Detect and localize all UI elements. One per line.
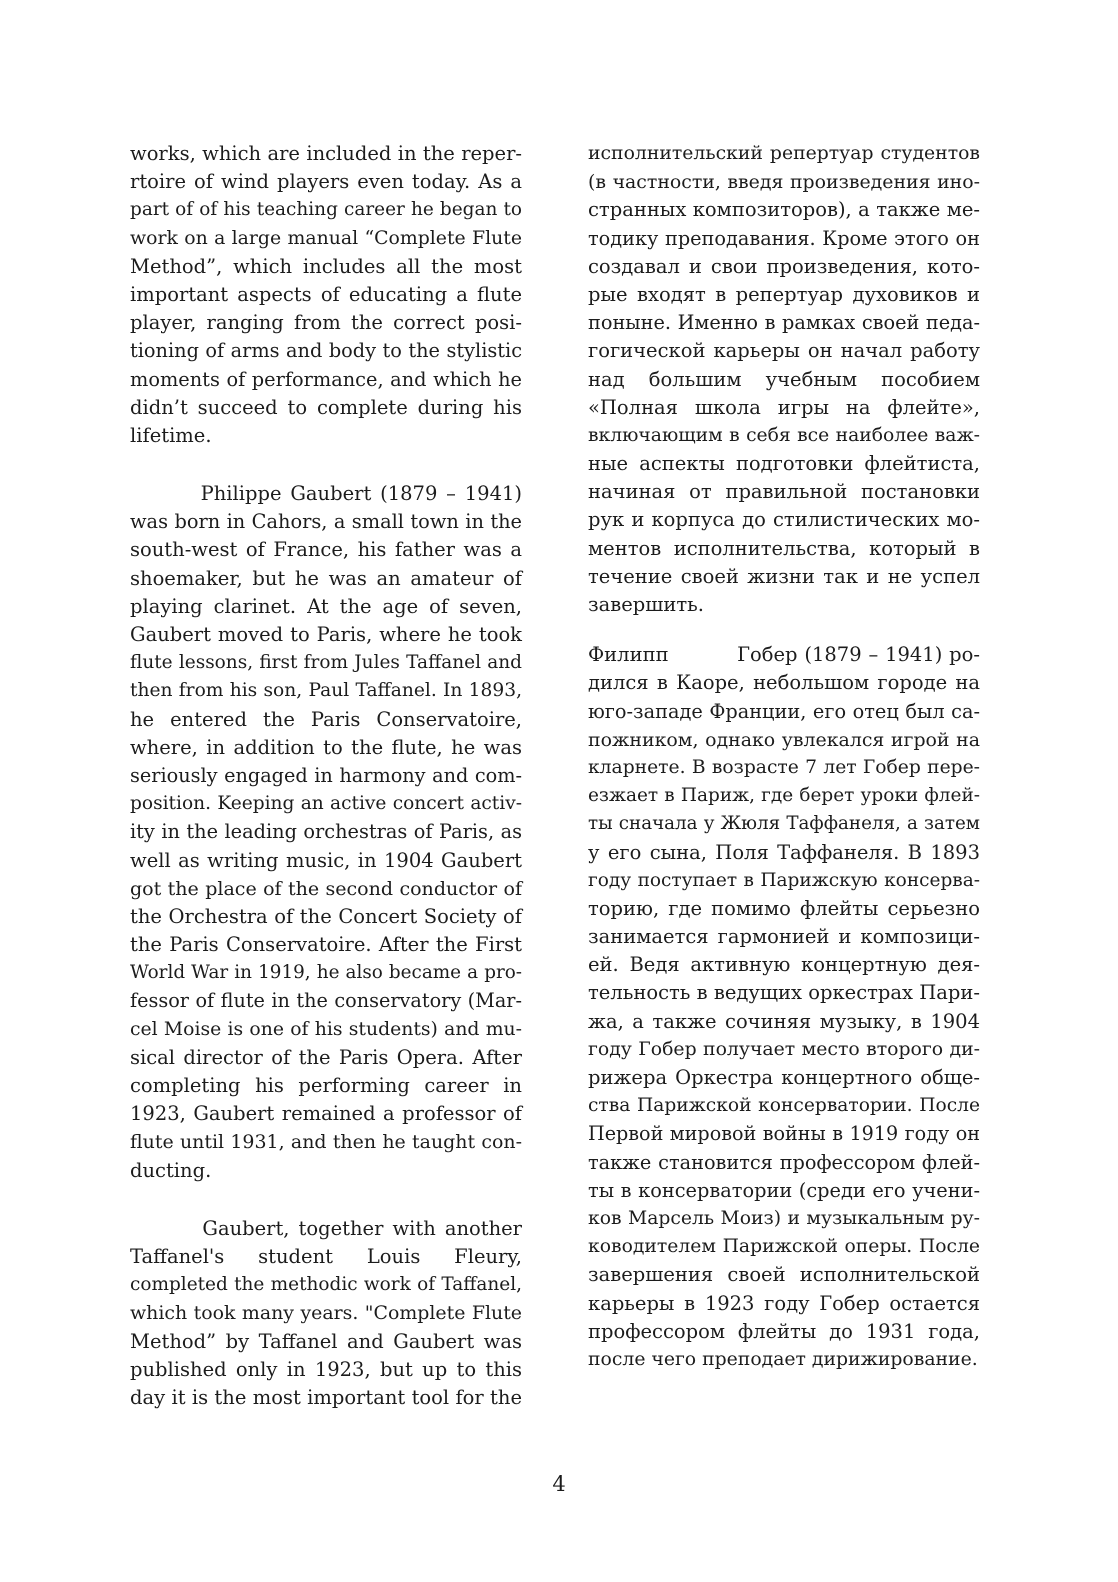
text-line: which took many years. "Complete Flute (130, 1302, 522, 1325)
text-line: shoemaker, but he was an amateur of (130, 566, 522, 590)
text-line: гогической карьеры он начал работу (588, 339, 980, 363)
english-paragraph-3 (130, 1215, 522, 1412)
text-line: ства Парижской консерватории. После (588, 1095, 980, 1117)
text-line: ей. Ведя активную концертную дея- (588, 953, 980, 977)
text-line: fessor of flute in the conservatory (Mar- (130, 989, 522, 1013)
text-line: World War in 1919, he also became a pro- (130, 962, 522, 984)
text-line: Gaubert moved to Paris, where he took (130, 623, 522, 646)
text-line: занимается гармонией и композици- (588, 925, 980, 949)
text-line: work on a large manual “Complete Flute (130, 227, 522, 249)
text-line: рижера Оркестра концертного обще- (588, 1066, 980, 1089)
text-line: sical director of the Paris Opera. After (130, 1045, 522, 1069)
text-line: жа, а также сочиняя музыку, в 1904 (588, 1009, 980, 1033)
text-line: ты в консерватории (среди его учени- (588, 1178, 980, 1202)
text-line: рук и корпуса до стилистических мо- (588, 508, 980, 532)
text-line: тодику преподавания. Кроме этого он (588, 226, 980, 250)
russian-column (588, 140, 980, 1374)
text-line: включающим в себя все наиболее важ- (588, 424, 980, 446)
text-line: important aspects of educating a flute (130, 282, 522, 306)
page-number: 4 (552, 1472, 566, 1496)
text-line: начиная от правильной постановки (588, 480, 980, 504)
text-line: ководителем Парижской оперы. После (588, 1236, 980, 1258)
text-line: then from his son, Paul Taffanel. In 1893, (130, 680, 522, 702)
text-line: (в частности, введя произведения ино- (588, 171, 980, 194)
text-line: создавал и свои произведения, кото- (588, 254, 980, 278)
text-line: completed the methodic work of Taffanel, (130, 1274, 522, 1296)
text-line: году поступает в Парижскую консерва- (588, 869, 980, 891)
text-line: the Paris Conservatoire. After the First (130, 933, 522, 957)
text-line: was born in Cahors, a small town in the (130, 510, 522, 534)
text-line: «Полная школа игры на флейте», (588, 395, 980, 419)
text-line: works, which are included in the reper- (130, 142, 522, 165)
text-line: ducting. (130, 1158, 212, 1182)
text-line: исполнительский репертуар студентов (588, 143, 980, 164)
text-line: торию, где помимо флейты серьезно (588, 896, 980, 920)
text-line: lifetime. (130, 423, 212, 447)
text-line: странных композиторов), а также ме- (588, 198, 980, 222)
text-line: moments of performance, and which he (130, 367, 522, 391)
text-line: юго-западе Франции, его отец был са- (588, 699, 980, 723)
russian-paragraph-2 (588, 641, 980, 1374)
text-line: published only in 1923, but up to this (130, 1357, 522, 1381)
text-line: completing his performing career in (130, 1074, 522, 1097)
text-line: rtoire of wind players even today. As a (130, 170, 522, 194)
text-line: ментов исполнительства, который в (588, 536, 980, 560)
text-line: well as writing music, in 1904 Gaubert (130, 848, 522, 872)
text-line: Первой мировой войны в 1919 году он (588, 1122, 980, 1146)
english-paragraph-1 (130, 140, 522, 450)
text-line: playing clarinet. At the age of seven, (130, 594, 522, 618)
russian-paragraph-1 (588, 140, 980, 619)
text-line: ков Марсель Моиз) и музыкальным ру- (588, 1207, 980, 1229)
text-line: 1923, Gaubert remained a professor of (130, 1102, 522, 1126)
text-line: ity in the leading orchestras of Paris, as (130, 820, 522, 844)
text-line: position. Keeping an active concert activ- (130, 793, 522, 815)
text-line: where, in addition to the flute, he was (130, 735, 522, 759)
text-line: he entered the Paris Conservatoire, (130, 707, 522, 731)
text-line: part of of his teaching career he began to (130, 199, 522, 221)
text-line: рые входят в репертуар духовиков и (588, 282, 980, 306)
text-line: tioning of arms and body to the stylistic (130, 339, 522, 363)
text-line: кларнете. В возрасте 7 лет Гобер пере- (588, 756, 980, 778)
text-line: player, ranging from the correct posi- (130, 311, 522, 335)
text-line: seriously engaged in harmony and com- (130, 763, 522, 787)
text-line: ты сначала у Жюля Таффанеля, а затем (588, 813, 980, 835)
text-line: got the place of the second conductor of (130, 877, 522, 900)
text-line: после чего преподает дирижирование. (588, 1348, 978, 1370)
text-line: над большим учебным пособием (588, 367, 980, 391)
text-line: завершить. (588, 593, 704, 616)
text-line: Taffanel's student Louis Fleury, (130, 1244, 522, 1268)
text-line: поныне. Именно в рамках своей педа- (588, 311, 980, 335)
text-line: the Orchestra of the Concert Society of (130, 904, 522, 928)
text-line: ные аспекты подготовки флейтиста, (588, 452, 980, 476)
text-line: пожником, однако увлекался игрой на (588, 728, 980, 751)
text-line: Philippe Gaubert (1879 – 1941) (130, 482, 522, 506)
text-line: завершения своей исполнительской (588, 1263, 980, 1287)
text-line: Gaubert, together with another (130, 1216, 522, 1240)
text-line: карьеры в 1923 году Гобер остается (588, 1291, 980, 1315)
text-line: south-west of France, his father was a (130, 538, 522, 562)
text-line: у его сына, Поля Таффанеля. В 1893 (588, 840, 980, 864)
text-line: также становится профессором флей- (588, 1150, 980, 1174)
text-line: cel Moise is one of his students) and mu- (130, 1018, 522, 1040)
text-line: Method”, which includes all the most (130, 254, 522, 278)
text-line: езжает в Париж, где берет уроки флей- (588, 785, 980, 807)
text-line: Method” by Taffanel and Gaubert was (130, 1329, 522, 1353)
english-paragraph-2 (130, 480, 522, 1185)
english-column (130, 140, 522, 1412)
text-line: flute lessons, first from Jules Taffanel and (130, 652, 522, 674)
text-line: day it is the most important tool for the (130, 1385, 522, 1409)
text-line: didn’t succeed to complete during his (130, 395, 522, 419)
text-line: году Гобер получает место второго ди- (588, 1038, 980, 1060)
text-line: течение своей жизни так и не успел (588, 564, 980, 588)
text-line: профессором флейты до 1931 года, (588, 1319, 980, 1343)
text-line: тельность в ведущих оркестрах Пари- (588, 981, 980, 1005)
text-line: flute until 1931, and then he taught con- (130, 1131, 522, 1154)
text-line: дился в Каоре, небольшом городе на (588, 671, 980, 695)
text-line: Филипп Гобер (1879 – 1941) ро- (588, 643, 980, 667)
